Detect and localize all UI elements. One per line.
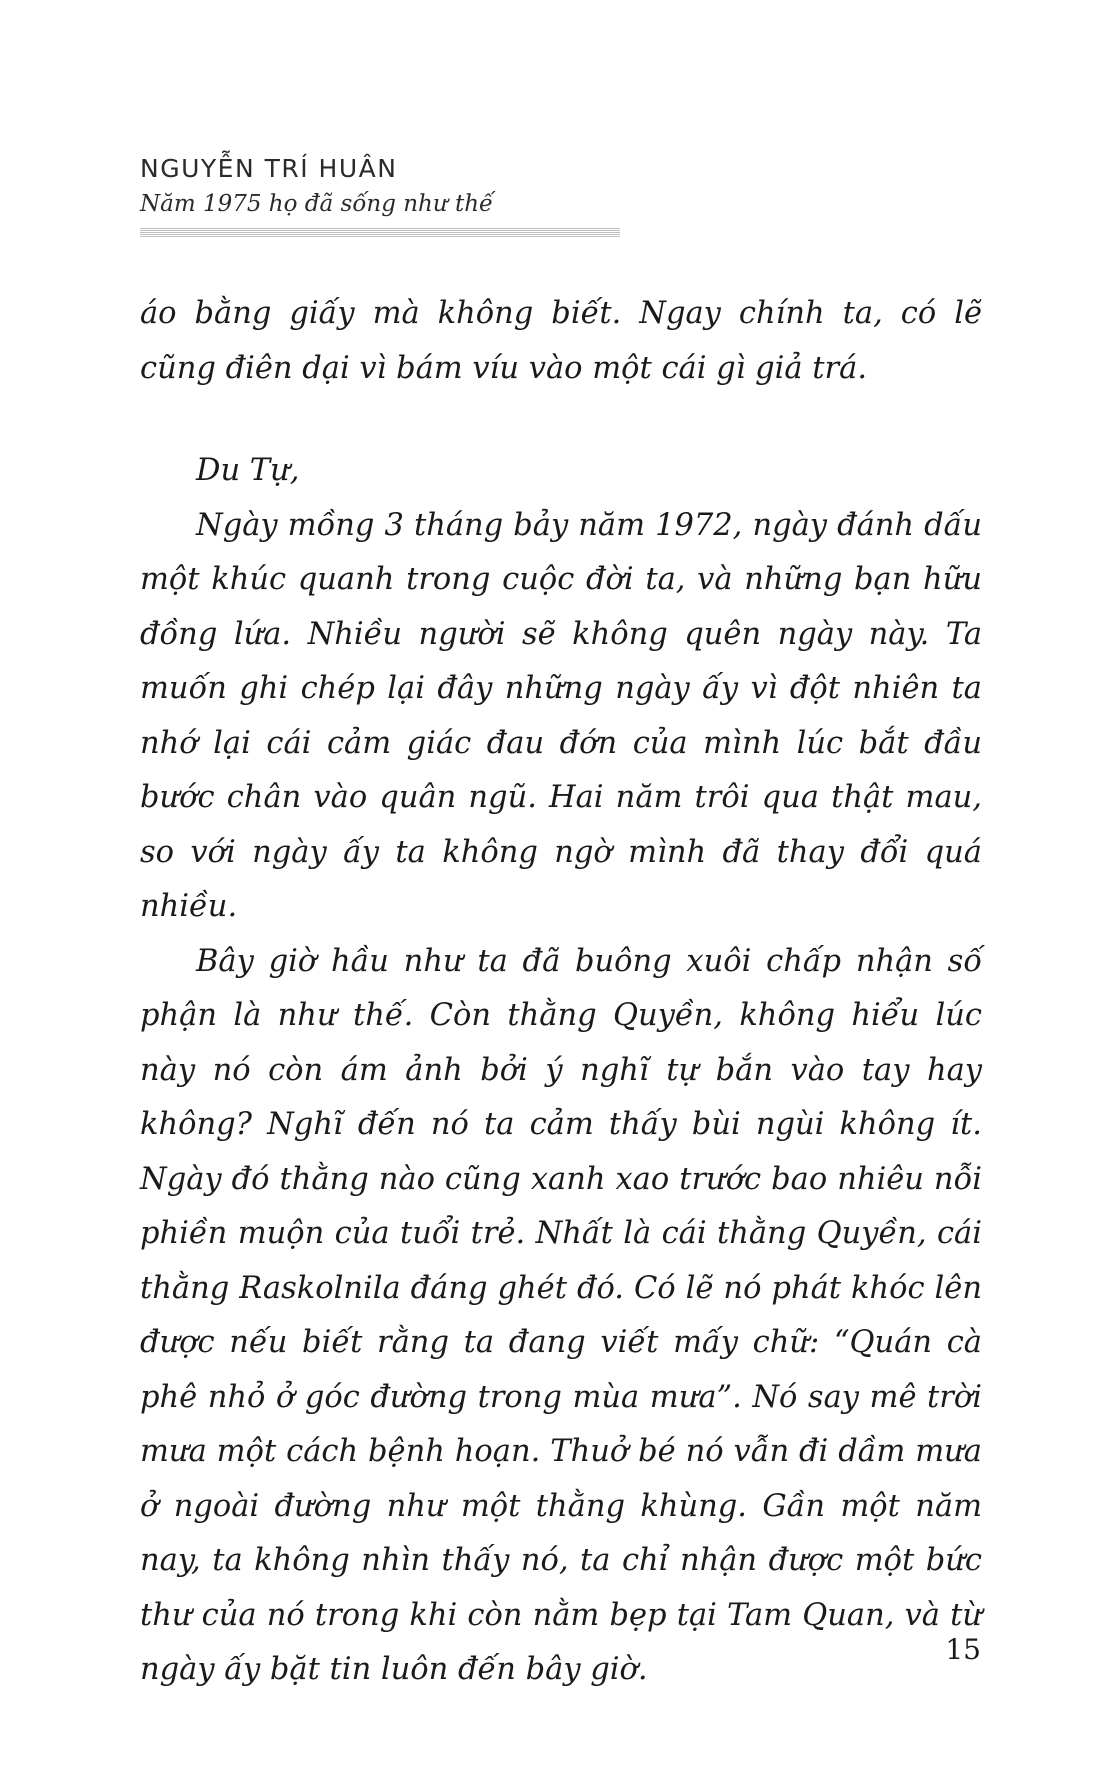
page-number: 15 bbox=[945, 1633, 981, 1666]
paragraph-continuation: áo bằng giấy mà không biết. Ngay chính ta, có lẽ cũng điên dại vì bám víu vào một cái gì giả trá. bbox=[140, 296, 982, 386]
header-rule bbox=[140, 228, 620, 237]
paragraph-salutation: Du Tự, bbox=[196, 453, 300, 488]
book-title: Năm 1975 họ đã sống như thế bbox=[140, 191, 494, 217]
author-name: NGUYỄN TRÍ HUÂN bbox=[140, 154, 398, 183]
paragraph: Bây giờ hầu như ta đã buông xuôi chấp nhận số phận là như thế. Còn thằng Quyền, không hiểu lúc này nó còn ám ảnh bởi ý nghĩ tự bắn vào tay hay không? Nghĩ đến nó ta cảm thấy bùi ngùi không ít. Ngày đó thằng nào cũng xanh xao trước bao nhiêu nỗi phiền muộn của tuổi trẻ. Nhất là cái thằng Quyền, cái thằng Raskolnila đáng ghét đó. Có lẽ nó phát khóc lên được nếu biết rằng ta đang viết mấy chữ: “Quán cà phê nhỏ ở góc đường trong mùa mưa”. Nó say mê trời mưa một cách bệnh hoạn. Thuở bé nó vẫn đi dầm mưa ở ngoài đường như một thằng khùng. Gần một năm nay, ta không nhìn thấy nó, ta chỉ nhận được một bức thư của nó trong khi còn nằm bẹp tại Tam Quan, và từ ngày ấy bặt tin luôn đến bây giờ. bbox=[140, 943, 982, 1687]
running-header bbox=[140, 152, 620, 237]
body-text bbox=[140, 287, 982, 1698]
paragraph: Ngày mồng 3 tháng bảy năm 1972, ngày đánh dấu một khúc quanh trong cuộc đời ta, và những bạn hữu đồng lứa. Nhiều người sẽ không quên ngày này. Ta muốn ghi chép lại đây những ngày ấy vì đột nhiên ta nhớ lại cái cảm giác đau đớn của mình lúc bắt đầu bước chân vào quân ngũ. Hai năm trôi qua thật mau, so với ngày ấy ta không ngờ mình đã thay đổi quá nhiều. bbox=[140, 507, 982, 924]
